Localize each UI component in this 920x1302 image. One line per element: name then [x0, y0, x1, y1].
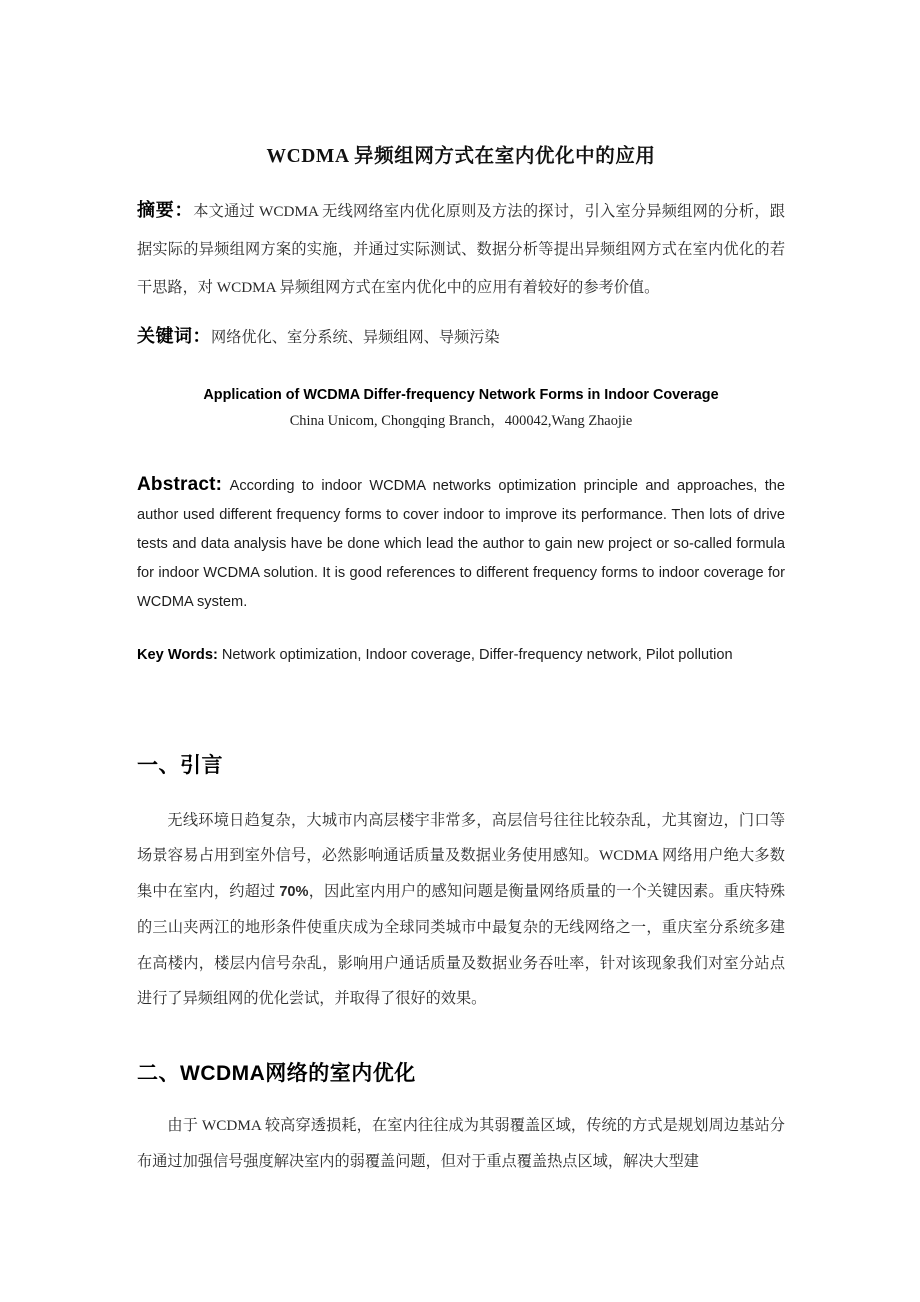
intro-text-part1: 无线环境日趋复杂，大城市内高层楼宇非常多，高层信号往往比较杂乱，尤其窗边，门口等场景容易占用到室外信号，必然影响通话质量及数据业务使用感知。WCDMA 网络用户绝大多数集中在室内，约超过 [137, 811, 785, 900]
section-paragraph-indoor-optimization: 由于 WCDMA 较高穿透损耗，在室内往往成为其弱覆盖区域，传统的方式是规划周边基站分布通过加强信号强度解决室内的弱覆盖问题，但对于重点覆盖热点区域，解决大型建 [137, 1117, 785, 1170]
english-abstract-text: According to indoor WCDMA networks optimization principle and approaches, the author used different frequency forms to cover indoor to improve its performance. Then lots of drive tests and data analysis have be done which lead the author to gain new project or so-called formula for indoor WCDMA solution. It is good references to different frequency forms to indoor coverage for WCDMA system. [137, 478, 786, 611]
chinese-abstract-text: 本文通过 WCDMA 无线网络室内优化原则及方法的探讨，引入室分异频组网的分析，跟据实际的异频组网方案的实施，并通过实际测试、数据分析等提出异频组网方式在室内优化的若干思路，对 WCDMA 异频组网方式在室内优化中的应用有着较好的参考价值。 [137, 203, 785, 297]
chinese-keywords-text: 网络优化、室分系统、异频组网、导频污染 [211, 329, 500, 347]
english-keywords-text: Network optimization, Indoor coverage, Differ-frequency network, Pilot pollution [221, 647, 733, 664]
document-content-column [137, 0, 785, 1179]
chinese-keywords-paragraph [137, 317, 785, 357]
section-heading-indoor-optimization: 二、WCDMA网络的室内优化 [137, 1061, 416, 1085]
english-keywords-label: Key Words: [137, 647, 218, 664]
english-title-block [137, 385, 785, 432]
english-affiliation: China Unicom, Chongqing Branch，400042,Wang Zhaojie [289, 412, 633, 429]
section-paragraph-introduction [137, 803, 785, 1017]
english-keywords-paragraph [137, 643, 785, 667]
chinese-abstract-label: 摘要： [137, 200, 194, 221]
english-abstract-paragraph [137, 470, 785, 617]
section-heading-introduction: 一、引言 [137, 754, 223, 778]
intro-text-part2: ，因此室内用户的感知问题是衡量网络质量的一个关键因素。重庆特殊的三山夹两江的地形条件使重庆成为全球同类城市中最复杂的无线网络之一，重庆室分系统多建在高楼内，楼层内信号杂乱，影响用户通话质量及数据业务吞吐率，针对该现象我们对室分站点进行了异频组网的优化尝试，并取得了很好的效果。 [137, 882, 786, 1008]
intro-percentage-value: 70% [279, 883, 309, 900]
chinese-keywords-label: 关键词： [137, 326, 211, 347]
english-title: Application of WCDMA Differ-frequency Network Forms in Indoor Coverage [203, 387, 719, 404]
chinese-abstract-paragraph [137, 191, 785, 307]
page-title: WCDMA 异频组网方式在室内优化中的应用 [266, 146, 656, 167]
chinese-abstract-block [137, 191, 785, 357]
english-abstract-label: Abstract: [137, 474, 223, 496]
